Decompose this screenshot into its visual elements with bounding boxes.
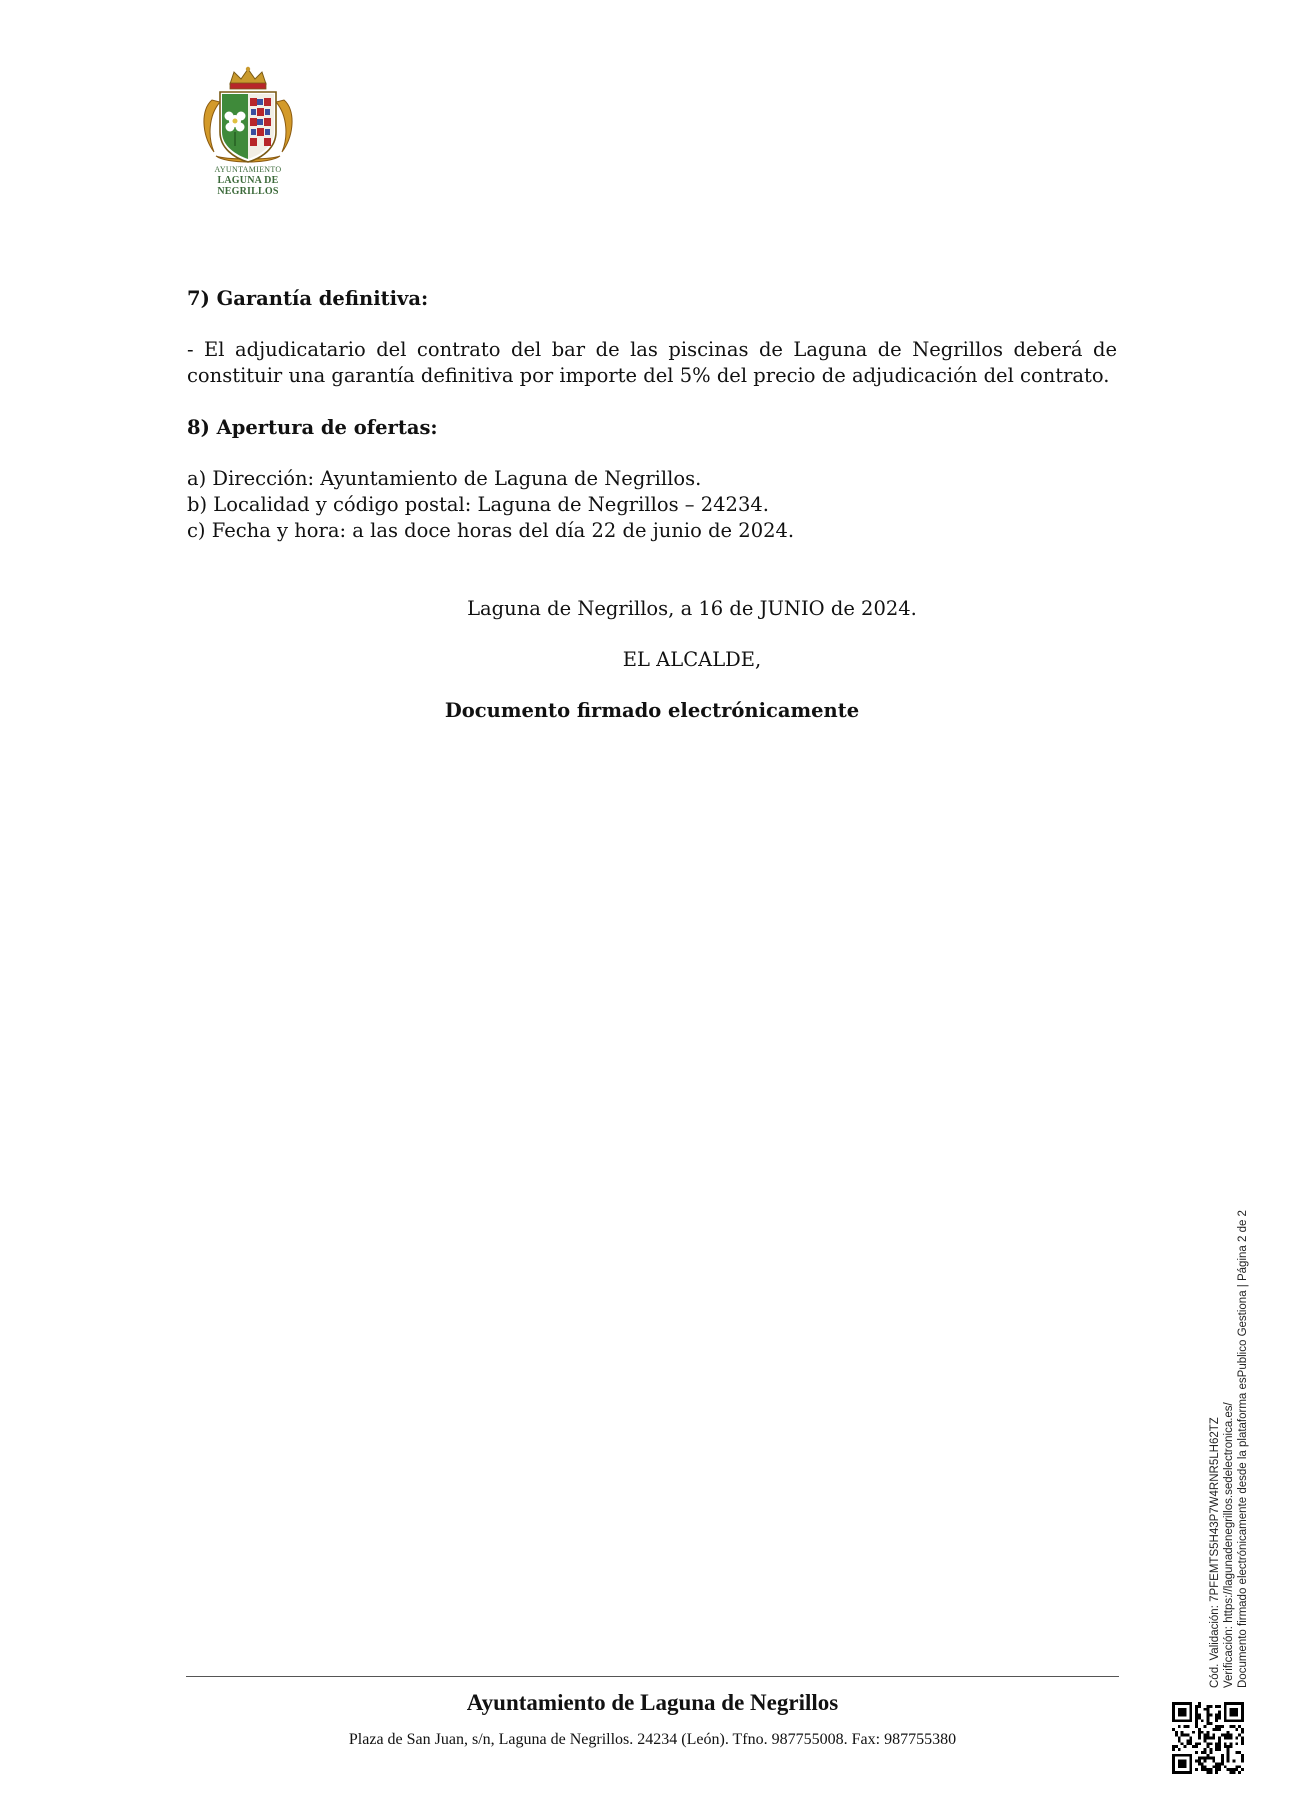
section8-item-datetime: c) Fecha y hora: a las doce horas del día 22 de junio de 2024.	[187, 519, 795, 542]
footer-address: Plaza de San Juan, s/n, Laguna de Negrillos. 24234 (León). Tfno. 987755008. Fax: 987755380	[348, 1731, 957, 1748]
section8-item-address: a) Dirección: Ayuntamiento de Laguna de Negrillos.	[187, 467, 702, 490]
section8-item-locality: b) Localidad y código postal: Laguna de Negrillos – 24234.	[187, 493, 769, 516]
qr-code-icon	[1172, 1702, 1244, 1774]
signature-place-date: Laguna de Negrillos, a 16 de JUNIO de 2024.	[467, 597, 917, 620]
coat-of-arms-icon	[186, 66, 310, 166]
logo-caption-line2: LAGUNA DE NEGRILLOS	[217, 175, 279, 197]
verification-url: Verificación: https://lagunadenegrillos.sedelectronica.es/	[1223, 1402, 1235, 1688]
logo-caption-line1: AYUNTAMIENTO	[214, 165, 282, 174]
footer-divider	[186, 1676, 1119, 1677]
signature-electronic-note: Documento firmado electrónicamente	[444, 699, 860, 722]
section7-heading: 7) Garantía definitiva:	[187, 287, 429, 310]
verification-platform: Documento firmado electrónicamente desde la plataforma esPublico Gestiona | Página 2 de 2	[1237, 1210, 1249, 1688]
signature-role: EL ALCALDE,	[622, 648, 762, 671]
verification-sidebar	[1208, 1210, 1250, 1688]
section8-heading: 8) Apertura de ofertas:	[187, 416, 438, 439]
section7-paragraph: - El adjudicatario del contrato del bar de las piscinas de Laguna de Negrillos deberá de constituir una garantía definitiva por importe del 5% del precio de adjudicación del contrato.	[187, 338, 1117, 387]
footer-title: Ayuntamiento de Laguna de Negrillos	[466, 1690, 839, 1715]
verification-code: Cód. Validación: 7PFEMTS5H43P7W4RNR5LH62TZ	[1209, 1417, 1221, 1688]
